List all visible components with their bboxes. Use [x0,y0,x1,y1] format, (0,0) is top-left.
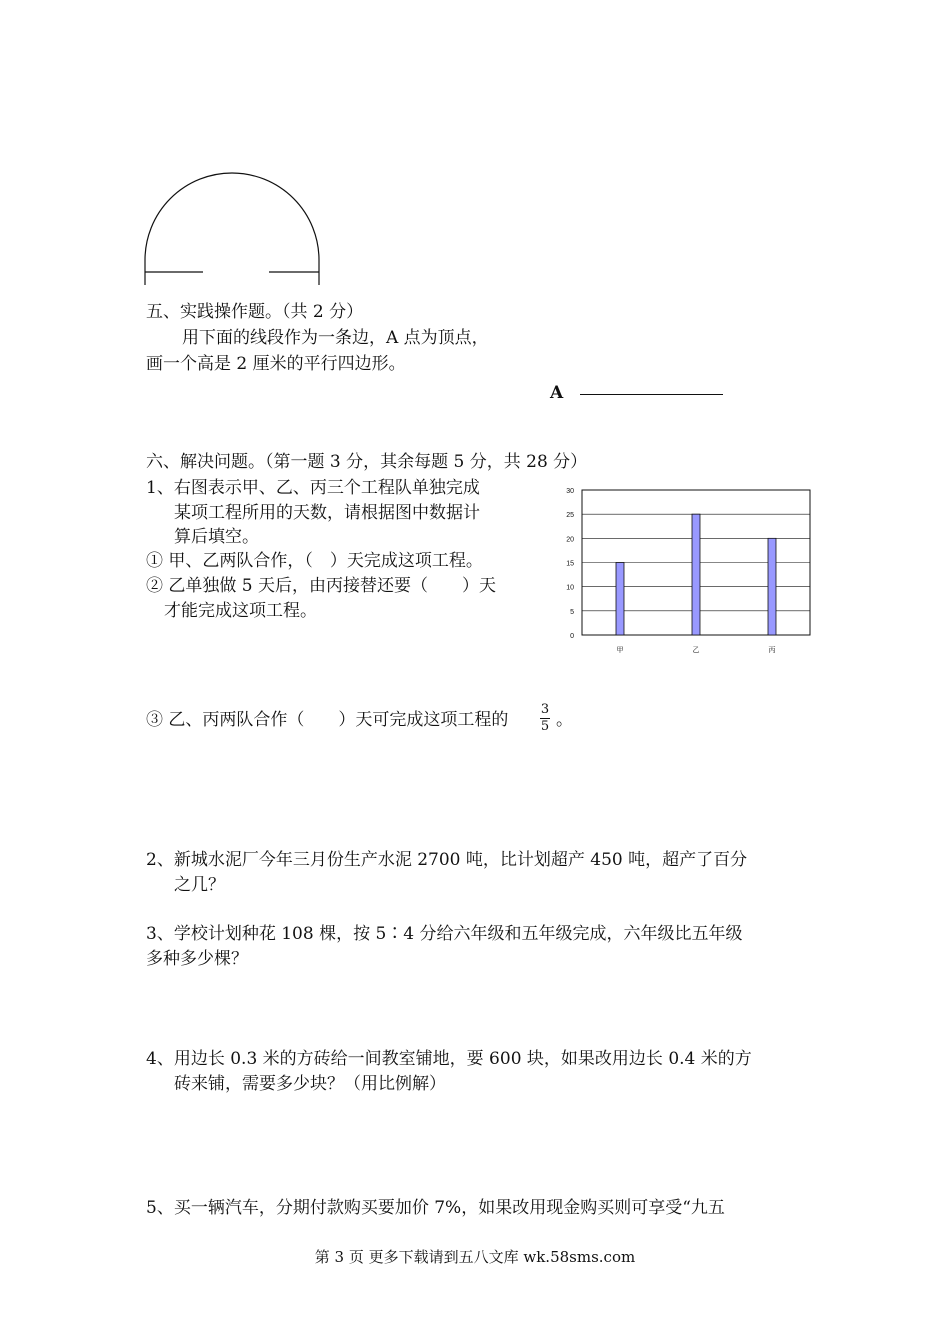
q1-sub2a: ② 乙单独做 5 天后，由丙接替还要（ ）天 [146,576,497,596]
fraction-denominator: 5 [540,719,550,734]
q4-line2: 砖来铺，需要多少块？（用比例解） [174,1074,446,1094]
days-bar-chart [548,480,818,660]
point-a-label: A [550,383,564,403]
y-tick-label: 25 [566,512,574,520]
q5-line1: 5、买一辆汽车，分期付款购买要加价 7%，如果改用现金购买则可享受“九五 [146,1198,725,1218]
q1-sub3-end: 。 [556,710,573,730]
x-tick-label: 乙 [692,646,700,654]
given-segment [580,394,723,395]
y-tick-label: 15 [566,560,574,568]
q1-line1: 1、右图表示甲、乙、丙三个工程队单独完成 [146,478,480,498]
section5-line1: 用下面的线段作为一条边，A 点为顶点， [182,328,489,348]
q2-line2: 之几？ [174,875,225,895]
y-tick-label: 0 [570,633,574,640]
semicircle-figure [130,165,335,285]
y-tick-label: 5 [570,608,574,616]
q3-line1: 3、学校计划种花 108 棵，按 5∶4 分给六年级和五年级完成，六年级比五年级 [146,924,743,944]
bar-乙 [692,514,700,635]
q1-sub1: ① 甲、乙两队合作，（ ）天完成这项工程。 [146,551,483,571]
section6-title: 六、解决问题。（第一题 3 分，其余每题 5 分，共 28 分） [146,452,588,472]
q1-sub3: ③ 乙、丙两队合作（ ）天可完成这项工程的 [146,710,509,730]
fraction-numerator: 3 [540,702,550,717]
y-tick-label: 30 [566,488,574,495]
fraction-three-fifths [540,703,550,734]
bar-丙 [768,538,776,635]
section5-line2: 画一个高是 2 厘米的平行四边形。 [146,354,406,374]
q4-line1: 4、用边长 0.3 米的方砖给一间教室铺地，要 600 块，如果改用边长 0.4 米的方 [146,1049,752,1069]
section5-title: 五、实践操作题。（共 2 分） [146,302,364,322]
x-tick-label: 丙 [768,646,776,654]
q1-line3: 算后填空。 [174,527,259,547]
x-tick-label: 甲 [616,646,624,654]
y-tick-label: 10 [566,584,574,592]
y-tick-label: 20 [566,536,574,544]
q3-line2: 多种多少棵？ [146,949,248,969]
bar-甲 [616,563,624,636]
page-footer: 第 3 页 更多下载请到五八文库 wk.58sms.com [314,1248,636,1266]
q2-line1: 2、新城水泥厂今年三月份生产水泥 2700 吨，比计划超产 450 吨，超产了百分 [146,850,748,870]
q1-sub2b: 才能完成这项工程。 [164,601,317,621]
q1-line2: 某项工程所用的天数，请根据图中数据计 [174,503,480,523]
